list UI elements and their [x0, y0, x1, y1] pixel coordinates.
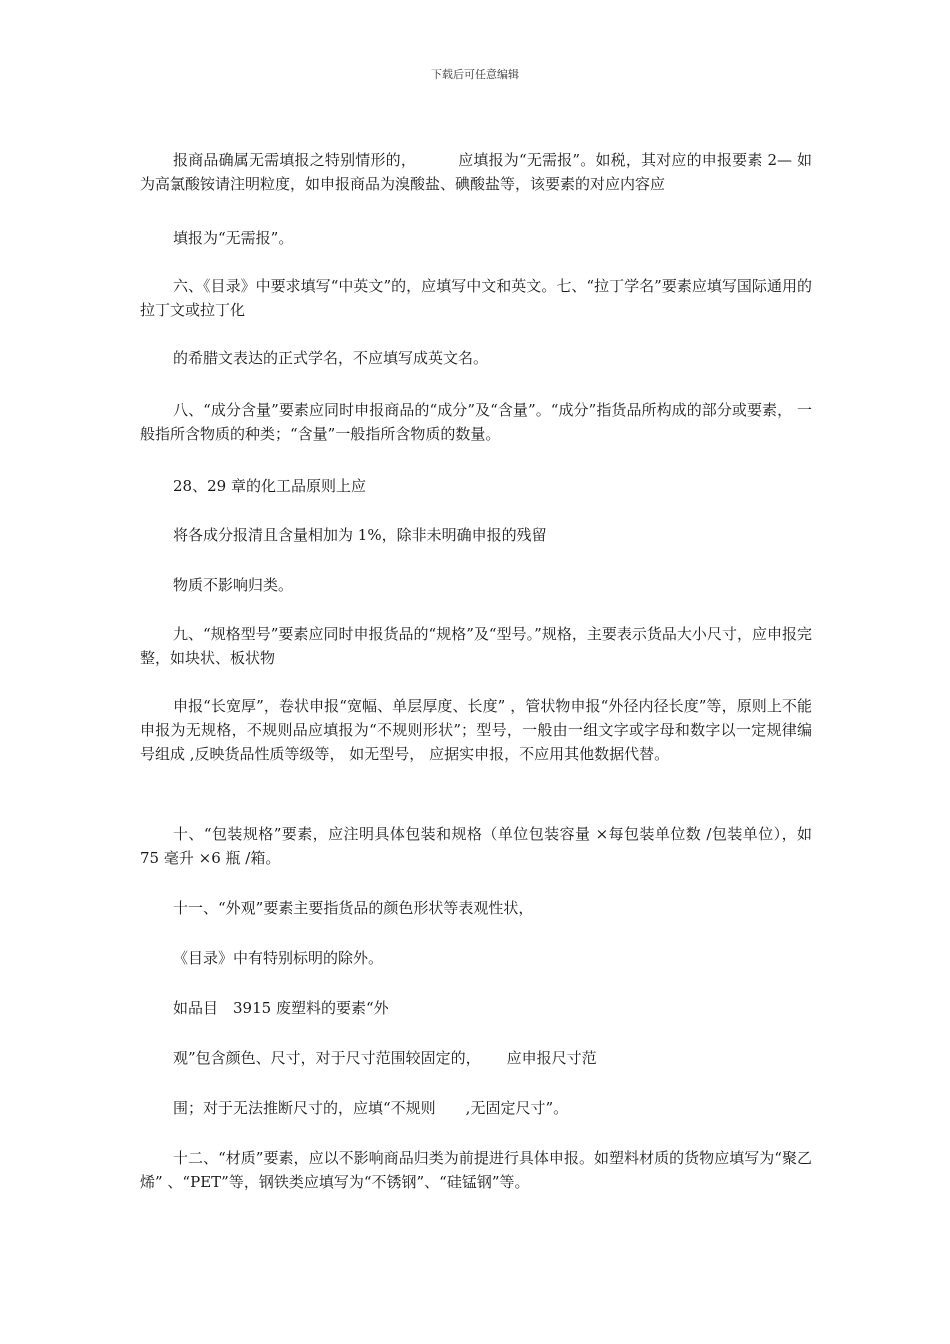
- paragraph-16: [140, 1096, 812, 1120]
- paragraph-16-part-a: 围；对于无法推断尺寸的，应填“不规则: [173, 1099, 436, 1117]
- paragraph-4: 的希腊文表达的正式学名，不应填写成英文名。: [173, 349, 489, 367]
- paragraph-9: 九、“规格型号”要素应同时申报货品的“规格”及“型号。”规格，主要表示货品大小尺寸，应申报完整，如块状、板状物: [140, 625, 812, 667]
- paragraph-15-part-a: 观”包含颜色、尺寸，对于尺寸范围较固定的，: [173, 1049, 481, 1067]
- paragraph-14: 如品目 3915 废塑料的要素“外: [173, 999, 389, 1017]
- paragraph-16-part-b: ,无固定尺寸”。: [465, 1099, 569, 1117]
- page-header: 下载后可任意编辑: [431, 68, 519, 81]
- paragraph-13: 《目录》中有特别标明的除外。: [173, 949, 384, 967]
- paragraph-11: 十、“包装规格”要素，应注明具体包装和规格（单位包装容量 ×每包装单位数 /包装单位），如 75 毫升 ×6 瓶 /箱。: [140, 825, 812, 867]
- paragraph-17: 十二、“材质”要素，应以不影响商品归类为前提进行具体申报。如塑料材质的货物应填写为“聚乙烯” 、“PET”等，钢铁类应填写为“不锈钢”、“硅锰钢”等。: [140, 1149, 812, 1191]
- paragraph-8: 物质不影响归类。: [173, 576, 294, 594]
- paragraph-15: [140, 1046, 812, 1070]
- paragraph-5: 八、“成分含量”要素应同时申报商品的“成分”及“含量”。“成分”指货品所构成的部分或要素， 一般指所含物质的种类；“含量”一般指所含物质的数量。: [140, 401, 812, 443]
- paragraph-1-part-b: 应填报为“无需报”。如税，其对应的申报要素 2— 如为高氯酸铵请注明粒度，如申报商品为溴酸盐、碘酸盐等，该要素的对应内容应: [140, 151, 812, 193]
- paragraph-15-part-b: 应申报尺寸范: [506, 1049, 597, 1067]
- paragraph-1-part-a: 报商品确属无需填报之特别情形的，: [173, 151, 417, 169]
- paragraph-12: 十一、“外观”要素主要指货品的颜色形状等表观性状，: [173, 899, 534, 917]
- paragraph-1: [140, 148, 812, 196]
- paragraph-7: 将各成分报清且含量相加为 1%，除非未明确申报的残留: [173, 526, 547, 544]
- paragraph-10: 申报“长宽厚”，卷状申报“宽幅、单层厚度、长度” ，管状物申报“外径内径长度”等，原则上不能申报为无规格，不规则品应填报为“不规则形状”；型号，一般由一组文字或字母和数字以一定规律编号组成 ,反映货品性质等级等， 如无型号， 应据实申报，不应用其他数据代替。: [140, 697, 812, 763]
- paragraph-6: 28、29 章的化工品原则上应: [173, 477, 366, 495]
- paragraph-3: 六、《目录》中要求填写“中英文”的，应填写中文和英文。七、“拉丁学名”要素应填写国际通用的拉丁文或拉丁化: [140, 277, 812, 319]
- paragraph-2: 填报为“无需报”。: [173, 229, 294, 247]
